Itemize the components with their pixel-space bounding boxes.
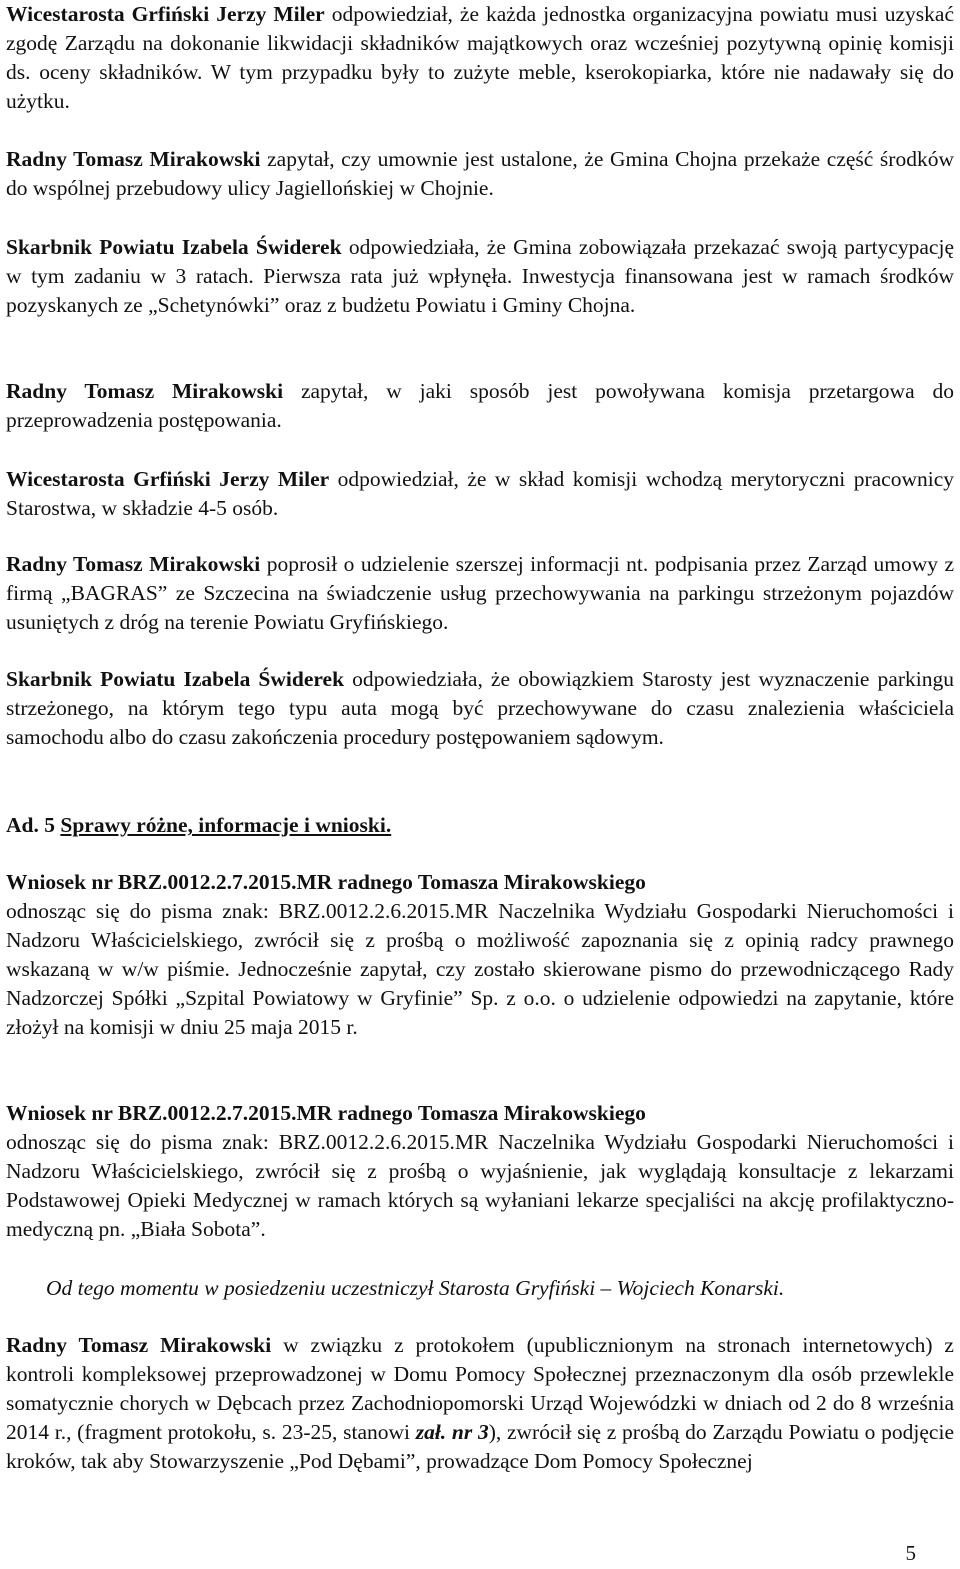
speaker-name: Skarbnik Powiatu Izabela Świderek [6,667,345,691]
paragraph-text: odpowiedziała, że obowiązkiem Starosty jest wyznaczenie parkingu strzeżonego, na którym tego typu auta mogą być przechowywane do czasu znalezienia właściciela samochodu albo do czasu zakończenia procedury postępowaniem sądowym. [6,667,954,749]
motion-heading: Wniosek nr BRZ.0012.2.7.2015.MR radnego Tomasza Mirakowskiego [6,1101,646,1125]
motion-1 [6,868,954,1042]
motion-heading: Wniosek nr BRZ.0012.2.7.2015.MR radnego Tomasza Mirakowskiego [6,870,646,894]
speaker-name: Radny Tomasz Mirakowski [6,552,261,576]
paragraph-text-before: w związku z protokołem (upublicznionym na stronach internetowych) z kontroli kompleksowej przeprowadzonej w Domu Pomocy Społecznej przeznaczonym dla osób przewlekle somatycznie chorych w Dębcach przez Zachodniopomorski Urząd Wojewódzki w dniach od 2 do 8 września 2014 r., (fragment protokołu, s. 23-25, stanowi [6,1333,954,1444]
speaker-name: Radny Tomasz Mirakowski [6,147,261,171]
paragraph-5 [6,465,954,523]
speaker-name: Radny Tomasz Mirakowski [6,379,284,403]
paragraph-7 [6,665,954,752]
paragraph-1 [6,0,954,116]
page-number: 5 [905,1541,916,1565]
italic-note: Od tego momentu w posiedzeniu uczestniczył Starosta Gryfiński – Wojciech Konarski. [46,1276,785,1300]
paragraph-text-after: ), zwrócił się z prośbą do Zarządu Powiatu o podjęcie kroków, tak aby Stowarzyszenie „Pod Dębami”, prowadzące Dom Pomocy Społecznej [6,1420,954,1473]
paragraph-text: zapytał, w jaki sposób jest powoływana komisja przetargowa do przeprowadzenia postępowania. [6,379,954,432]
paragraph-text: poprosił o udzielenie szerszej informacji nt. podpisania przez Zarząd umowy z firmą „BAGRAS” ze Szczecina na świadczenie usług przechowywania na parkingu strzeżonym pojazdów usuniętych z dróg na terenie Powiatu Gryfińskiego. [6,552,954,634]
speaker-name: Wicestarosta Grfiński Jerzy Miler [6,2,325,26]
motion-text: odnosząc się do pisma znak: BRZ.0012.2.6.2015.MR Naczelnika Wydziału Gospodarki Nieruchomości i Nadzoru Właścicielskiego, zwrócił się z prośbą o wyjaśnienie, jak wyglądają konsultacje z lekarzami Podstawowej Opieki Medycznej w ramach których są wyłaniani lekarze specjaliści na akcję profilaktyczno-medyczną pn. „Biała Sobota”. [6,1130,954,1241]
attachment-reference: zał. nr 3 [415,1420,489,1444]
paragraph-2 [6,145,954,203]
section-heading [6,811,954,840]
paragraph-text: zapytał, czy umownie jest ustalone, że Gmina Chojna przekaże część środków do wspólnej przebudowy ulicy Jagiellońskiej w Chojnie. [6,147,954,200]
paragraph-4 [6,377,954,435]
paragraph-6 [6,550,954,637]
speaker-name: Radny Tomasz Mirakowski [6,1333,272,1357]
paragraph-text: odpowiedział, że w skład komisji wchodzą merytoryczni pracownicy Starostwa, w składzie 4-5 osób. [6,467,954,520]
paragraph-text: odpowiedziała, że Gmina zobowiązała przekazać swoją partycypację w tym zadaniu w 3 ratach. Pierwsza rata już wpłynęła. Inwestycja finansowana jest w ramach środków pozyskanych ze „Schetynówki” oraz z budżetu Powiatu i Gminy Chojna. [6,235,954,317]
section-title: Sprawy różne, informacje i wnioski. [60,813,392,837]
paragraph-text: odpowiedział, że każda jednostka organizacyjna powiatu musi uzyskać zgodę Zarządu na dokonanie likwidacji składników majątkowych oraz wcześniej pozytywną opinię komisji ds. oceny składników. W tym przypadku były to zużyte meble, kserokopiarka, które nie nadawały się do użytku. [6,2,954,113]
speaker-name: Wicestarosta Grfiński Jerzy Miler [6,467,330,491]
speaker-name: Skarbnik Powiatu Izabela Świderek [6,235,342,259]
final-paragraph [6,1331,954,1476]
motion-2 [6,1099,954,1244]
motion-text: odnosząc się do pisma znak: BRZ.0012.2.6.2015.MR Naczelnika Wydziału Gospodarki Nieruchomości i Nadzoru Właścicielskiego, zwrócił się z prośbą o możliwość zapoznania się z opinią radcy prawnego wskazaną w w/w piśmie. Jednocześnie zapytał, czy zostało skierowane pismo do przewodniczącego Rady Nadzorczej Spółki „Szpital Powiatowy w Gryfinie” Sp. z o.o. o udzielenie odpowiedzi na zapytanie, które złożył na komisji w dniu 25 maja 2015 r. [6,899,954,1039]
section-prefix: Ad. 5 [6,813,61,837]
paragraph-3 [6,233,954,320]
